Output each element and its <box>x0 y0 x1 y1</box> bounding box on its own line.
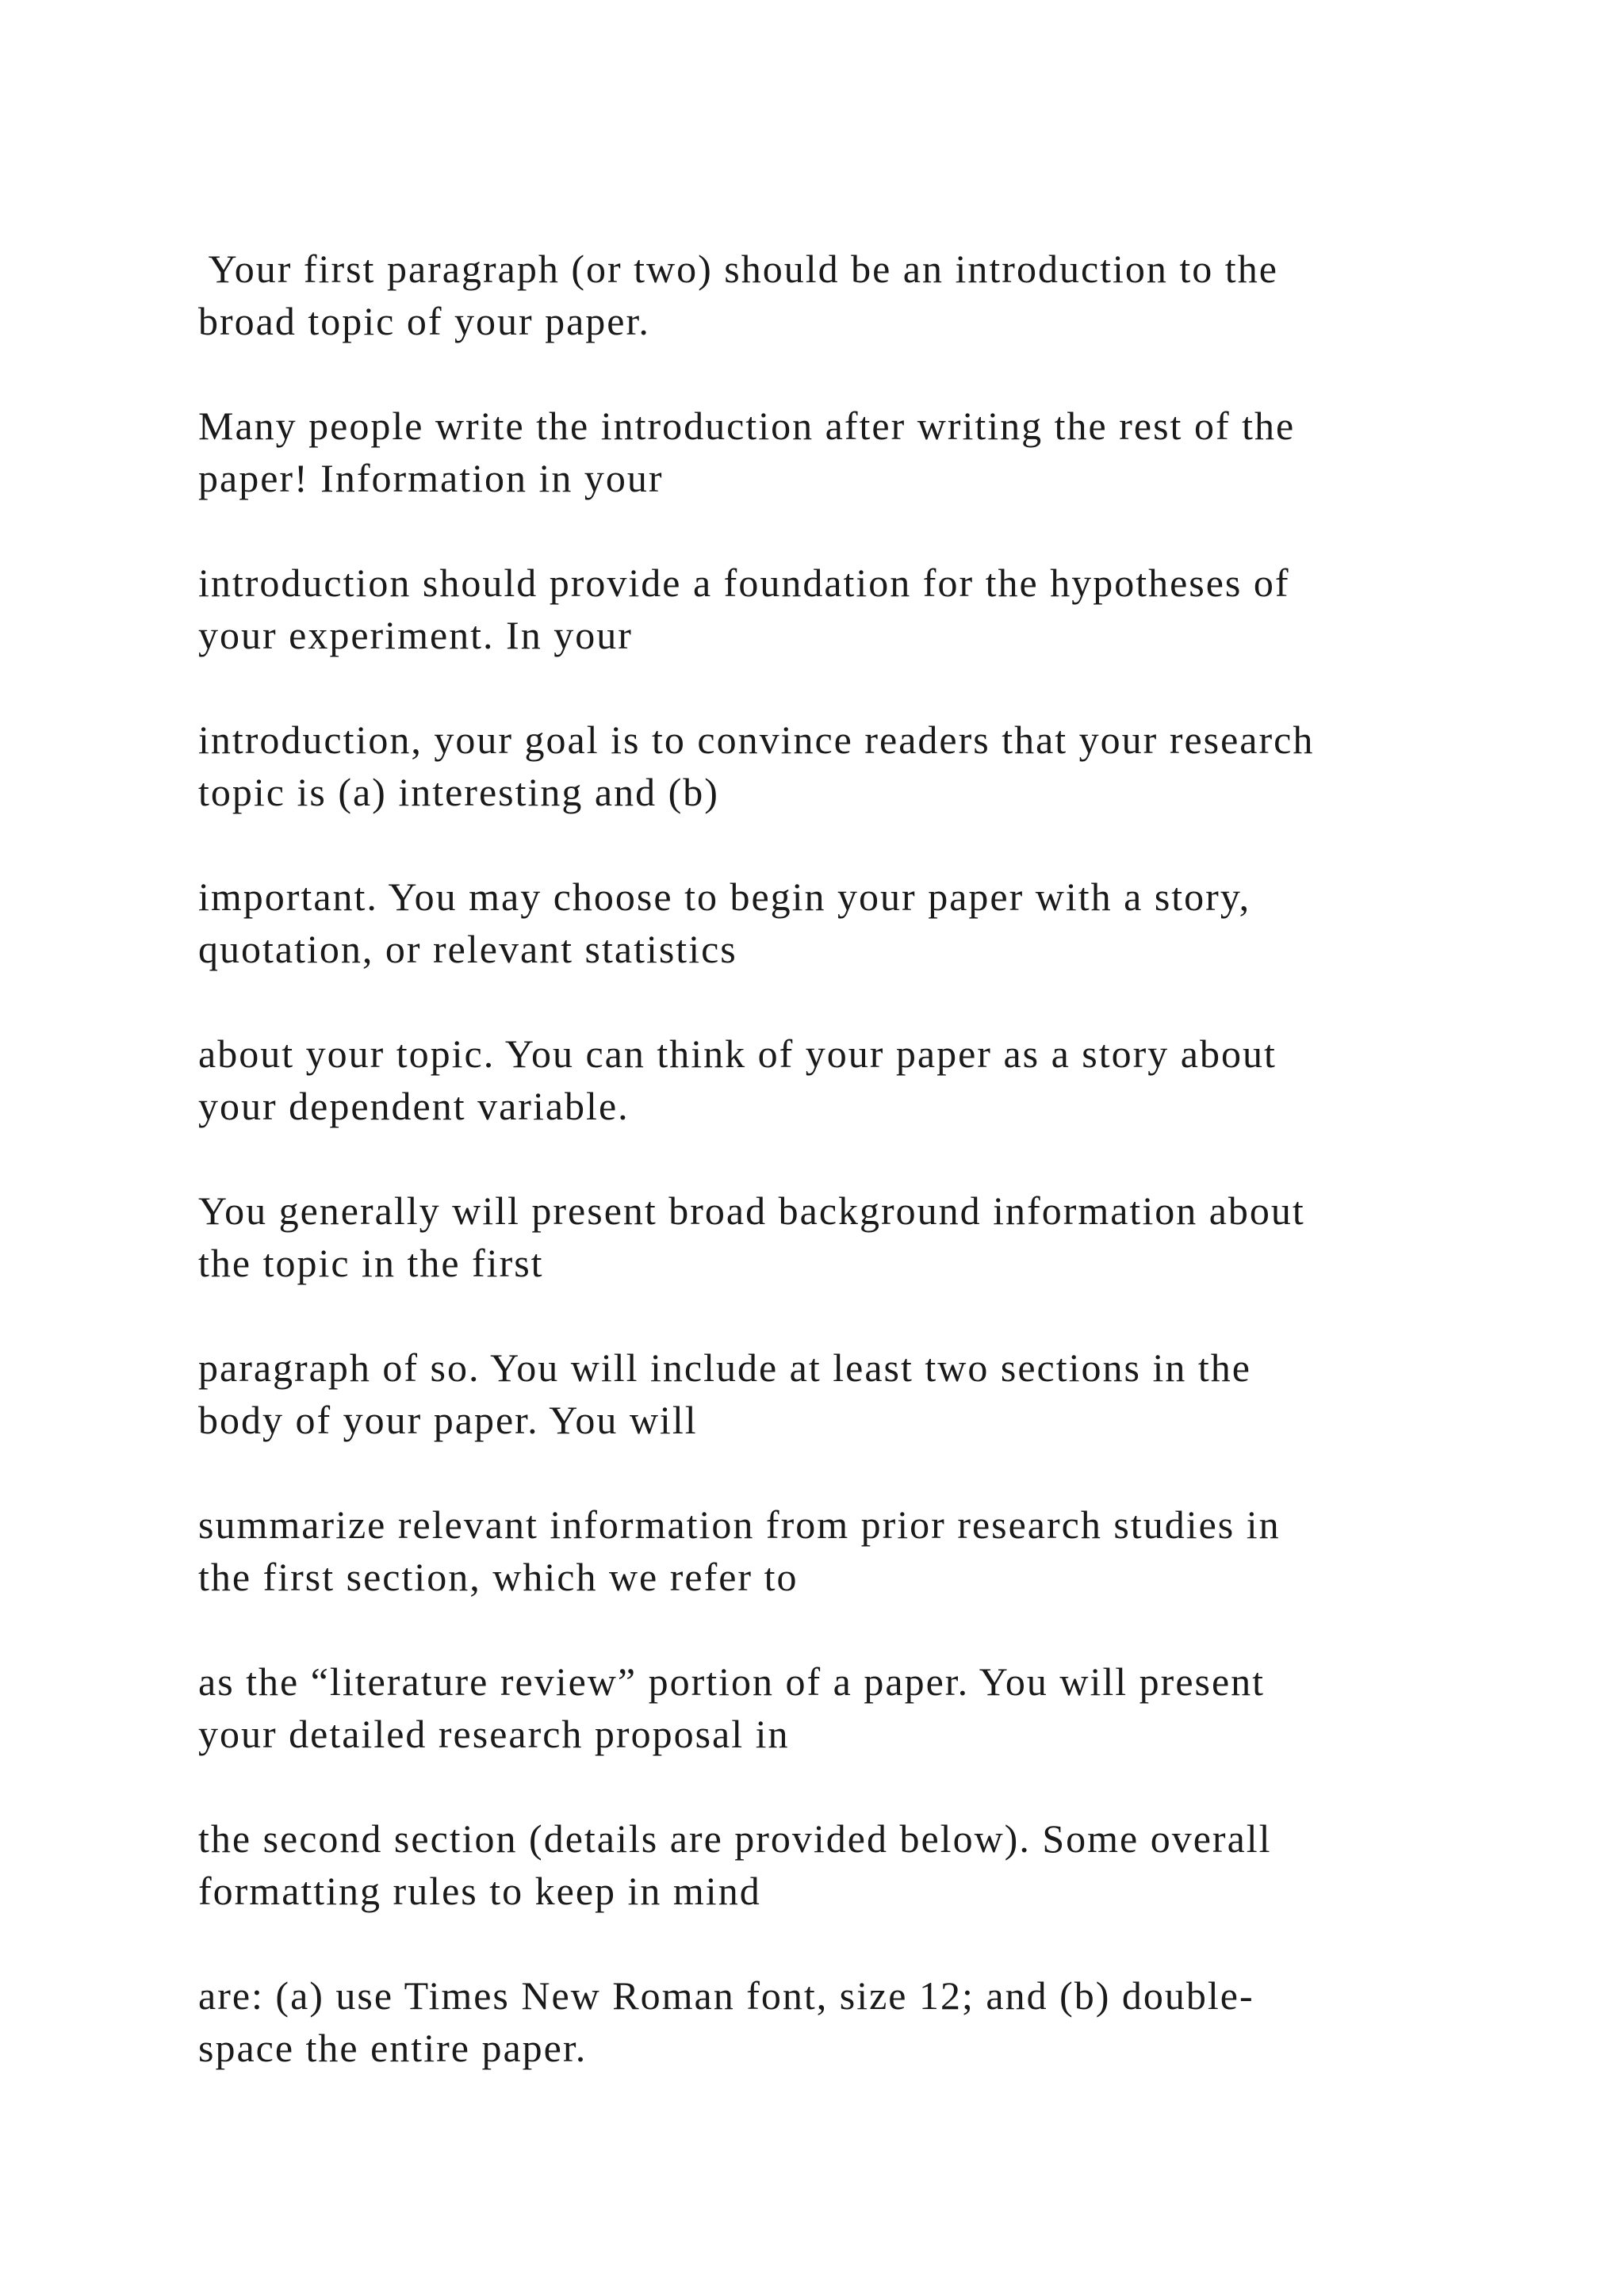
text-line: about your topic. You can think of your paper as a story about <box>198 1031 1277 1076</box>
text-line: as the “literature review” portion of a paper. You will present <box>198 1659 1266 1704</box>
paragraph <box>198 1812 1546 1917</box>
text-line: quotation, or relevant statistics <box>198 927 737 971</box>
paragraph <box>198 1498 1546 1603</box>
paragraph <box>198 871 1546 975</box>
paragraph <box>198 1184 1546 1289</box>
text-line: body of your paper. You will <box>198 1398 698 1442</box>
paragraph <box>198 1655 1546 1760</box>
text-line: the second section (details are provided below). Some overall <box>198 1816 1272 1861</box>
paragraph <box>198 1027 1546 1132</box>
text-line: formatting rules to keep in mind <box>198 1869 761 1913</box>
text-line: Your first paragraph (or two) should be an introduction to the <box>198 247 1278 291</box>
text-line: Many people write the introduction after writing the rest of the <box>198 404 1296 448</box>
paragraph <box>198 1341 1546 1446</box>
text-line: your dependent variable. <box>198 1084 630 1128</box>
paragraph <box>198 714 1546 818</box>
text-line: broad topic of your paper. <box>198 299 650 343</box>
text-line: summarize relevant information from prior research studies in <box>198 1502 1281 1547</box>
text-line: your detailed research proposal in <box>198 1712 790 1756</box>
text-line: paragraph of so. You will include at least two sections in the <box>198 1345 1251 1390</box>
document-body <box>198 243 1546 2126</box>
paragraph <box>198 1969 1546 2074</box>
text-line: introduction should provide a foundation for the hypotheses of <box>198 561 1290 605</box>
paragraph <box>198 557 1546 661</box>
text-line: your experiment. In your <box>198 613 633 657</box>
text-line: paper! Information in your <box>198 456 664 500</box>
text-line: the topic in the first <box>198 1241 544 1285</box>
text-line: space the entire paper. <box>198 2026 588 2070</box>
text-line: topic is (a) interesting and (b) <box>198 770 719 814</box>
paragraph <box>198 400 1546 504</box>
text-line: introduction, your goal is to convince readers that your research <box>198 718 1315 762</box>
text-line: important. You may choose to begin your paper with a story, <box>198 874 1251 919</box>
text-line: You generally will present broad background information about <box>198 1188 1305 1233</box>
text-line: the first section, which we refer to <box>198 1555 799 1599</box>
text-line: are: (a) use Times New Roman font, size 12; and (b) double- <box>198 1973 1254 2018</box>
paragraph <box>198 243 1546 347</box>
